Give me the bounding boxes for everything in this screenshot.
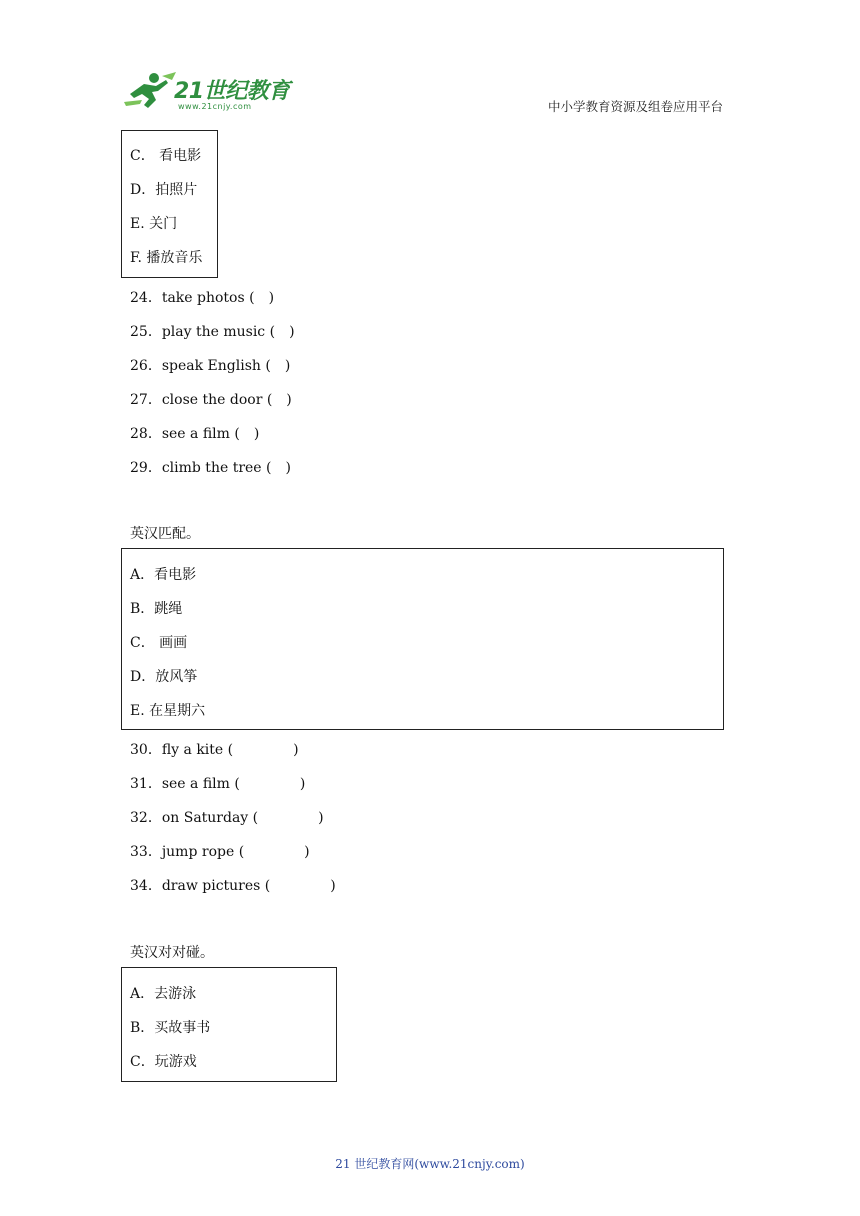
question-29: 29．climb the tree ( ) (130, 460, 291, 476)
option-c: C． 画画 (130, 635, 188, 651)
options-box-2 (121, 548, 724, 730)
runner-icon (122, 72, 178, 112)
question-31: 31．see a film ( ) (130, 776, 306, 792)
question-30: 30．fly a kite ( ) (130, 742, 299, 758)
options-box-1 (121, 130, 218, 278)
option-c: C． 看电影 (130, 148, 202, 164)
option-a: A．看电影 (130, 567, 197, 583)
option-c: C．玩游戏 (130, 1054, 197, 1070)
footer-link[interactable]: 21 世纪教育网(www.21cnjy.com) (335, 1157, 525, 1171)
question-25: 25．play the music ( ) (130, 324, 295, 340)
option-a: A．去游泳 (130, 986, 197, 1002)
question-26: 26．speak English ( ) (130, 358, 291, 374)
question-34: 34．draw pictures ( ) (130, 878, 336, 894)
question-24: 24．take photos ( ) (130, 290, 275, 306)
option-e: E. 关门 (130, 216, 178, 232)
section-title-matching: 英汉匹配。 (130, 526, 200, 542)
question-32: 32．on Saturday ( ) (130, 810, 324, 826)
option-d: D．放风筝 (130, 669, 198, 685)
option-d: D．拍照片 (130, 182, 198, 198)
site-logo (122, 70, 292, 116)
options-box-3 (121, 967, 337, 1082)
option-b: B．跳绳 (130, 601, 183, 617)
question-28: 28．see a film ( ) (130, 426, 260, 442)
logo-text: 21世纪教育 (174, 79, 290, 104)
question-33: 33．jump rope ( ) (130, 844, 310, 860)
option-e: E. 在星期六 (130, 703, 206, 719)
header-platform-text: 中小学教育资源及组卷应用平台 (548, 99, 724, 114)
option-f: F. 播放音乐 (130, 250, 203, 266)
question-27: 27．close the door ( ) (130, 392, 292, 408)
option-b: B．买故事书 (130, 1020, 211, 1036)
section-title-pairing: 英汉对对碰。 (130, 945, 214, 961)
logo-url: www.21cnjy.com (178, 102, 252, 111)
